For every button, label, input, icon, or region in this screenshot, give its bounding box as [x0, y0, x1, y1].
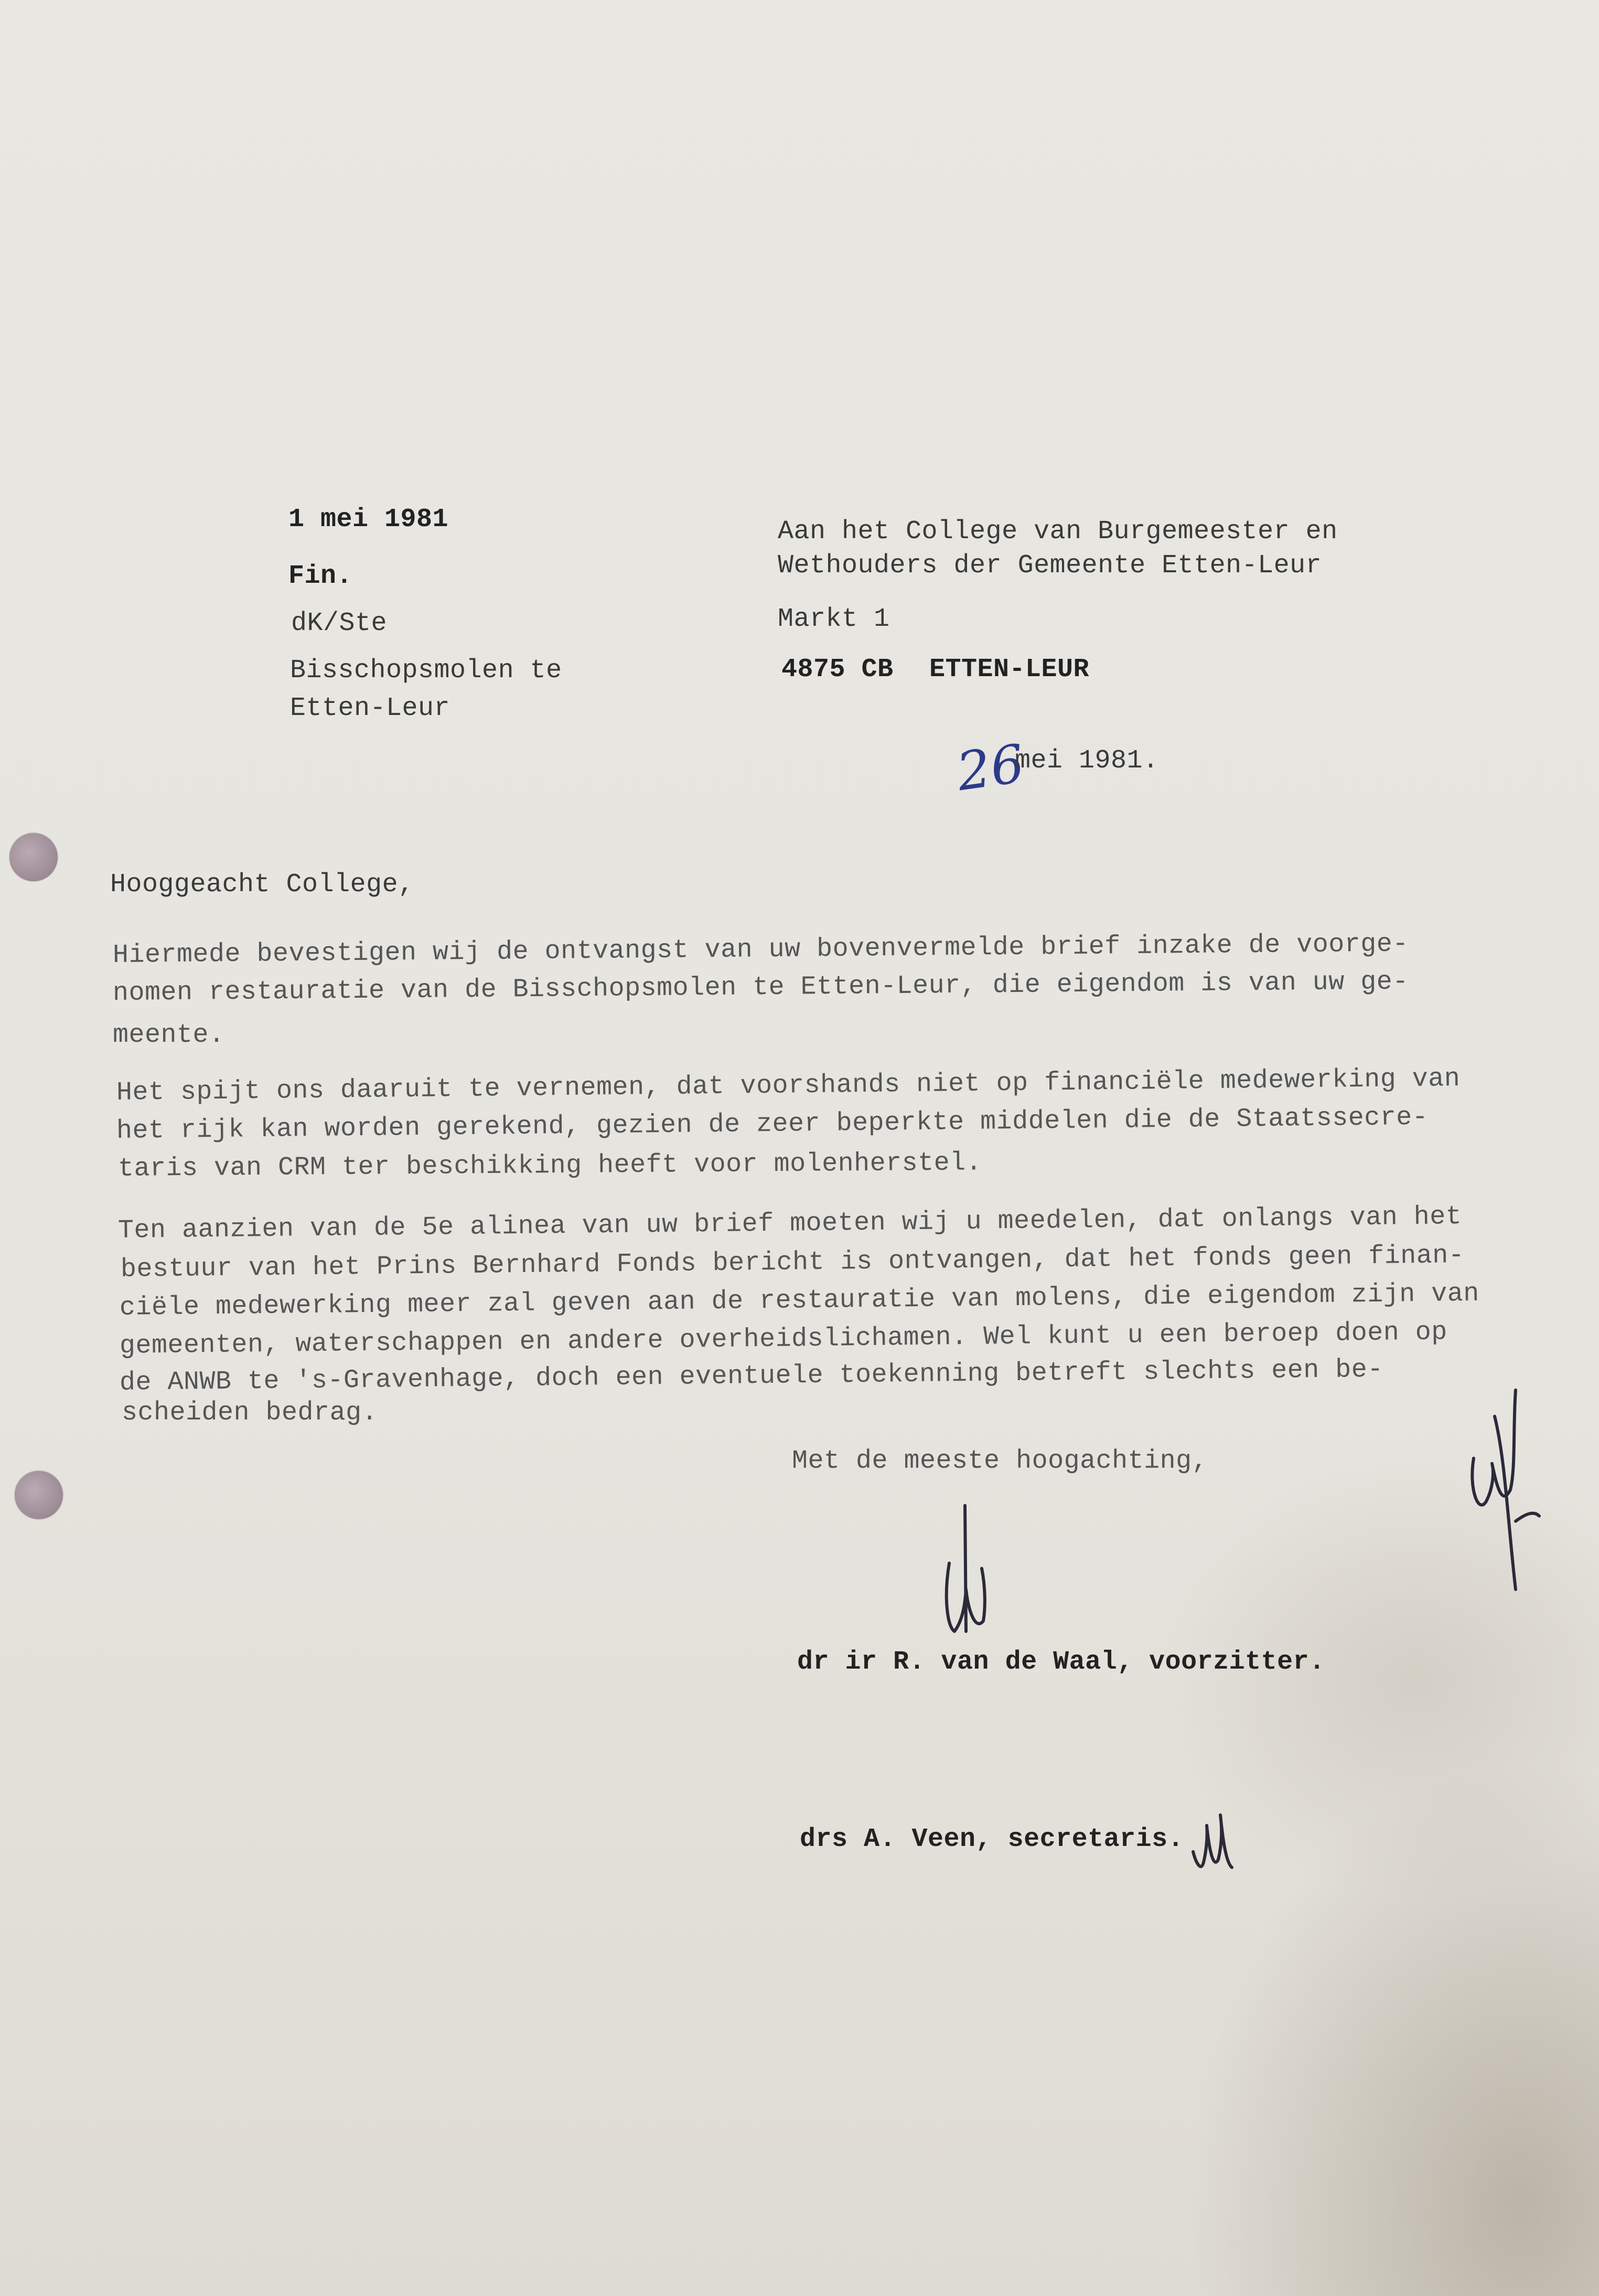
subject-line-2: Etten-Leur [290, 693, 450, 723]
addressee-postal-code: 4875 CB [781, 655, 894, 685]
reference-department: Fin. [288, 561, 353, 591]
punch-hole-bottom [15, 1471, 63, 1519]
signature-voorzitter [933, 1500, 996, 1647]
addressee-city: ETTEN-LEUR [929, 655, 1090, 685]
body-line: taris van CRM ter beschikking heeft voor molenherstel. [117, 1148, 982, 1184]
letter-date: mei 1981. [1015, 746, 1159, 776]
closing: Met de meeste hoogachting, [792, 1446, 1208, 1476]
punch-hole-top [9, 833, 58, 881]
body-line: Het spijt ons daaruit te vernemen, dat voorshands niet op financiële medewerking van [116, 1064, 1461, 1108]
signature-right-margin [1463, 1385, 1547, 1605]
body-line: ciële medewerking meer zal geven aan de restauratie van molens, die eigendom zijn van [119, 1278, 1480, 1323]
addressee-line-2: Wethouders der Gemeente Etten-Leur [778, 551, 1322, 581]
body-line: scheiden bedrag. [122, 1398, 378, 1428]
body-line: de ANWB te 's-Gravenhage, doch een eventuele toekenning betreft slechts een be- [119, 1354, 1384, 1398]
handwritten-day: 26 [953, 732, 1028, 803]
body-line: meente. [113, 1020, 225, 1050]
body-line: Hiermede bevestigen wij de ontvangst van uw bovenvermelde brief inzake de voorge- [112, 929, 1409, 970]
signature-secretaris [1188, 1804, 1235, 1878]
addressee-line-1: Aan het College van Burgemeester en [778, 517, 1338, 547]
subject-line-1: Bisschopsmolen te [290, 656, 562, 686]
signatory-secretaris: drs A. Veen, secretaris. [800, 1824, 1184, 1854]
body-line: het rijk kan worden gerekend, gezien de zeer beperkte middelen die de Staatssecre- [116, 1102, 1429, 1146]
body-line: bestuur van het Prins Bernhard Fonds bericht is ontvangen, dat het fonds geen finan- [120, 1241, 1465, 1285]
reference-date: 1 mei 1981 [288, 505, 449, 535]
body-line: gemeenten, waterschappen en andere overheidslichamen. Wel kunt u een beroep doen op [119, 1317, 1448, 1361]
salutation: Hooggeacht College, [110, 870, 414, 900]
body-line: nomen restauratie van de Bisschopsmolen te Etten-Leur, die eigendom is van uw ge- [112, 967, 1409, 1008]
body-line: Ten aanzien van de 5e alinea van uw brief moeten wij u meedelen, dat onlangs van het [117, 1202, 1462, 1246]
signatory-voorzitter: dr ir R. van de Waal, voorzitter. [797, 1647, 1325, 1677]
reference-code: dK/Ste [291, 608, 388, 638]
addressee-street: Markt 1 [778, 604, 890, 634]
